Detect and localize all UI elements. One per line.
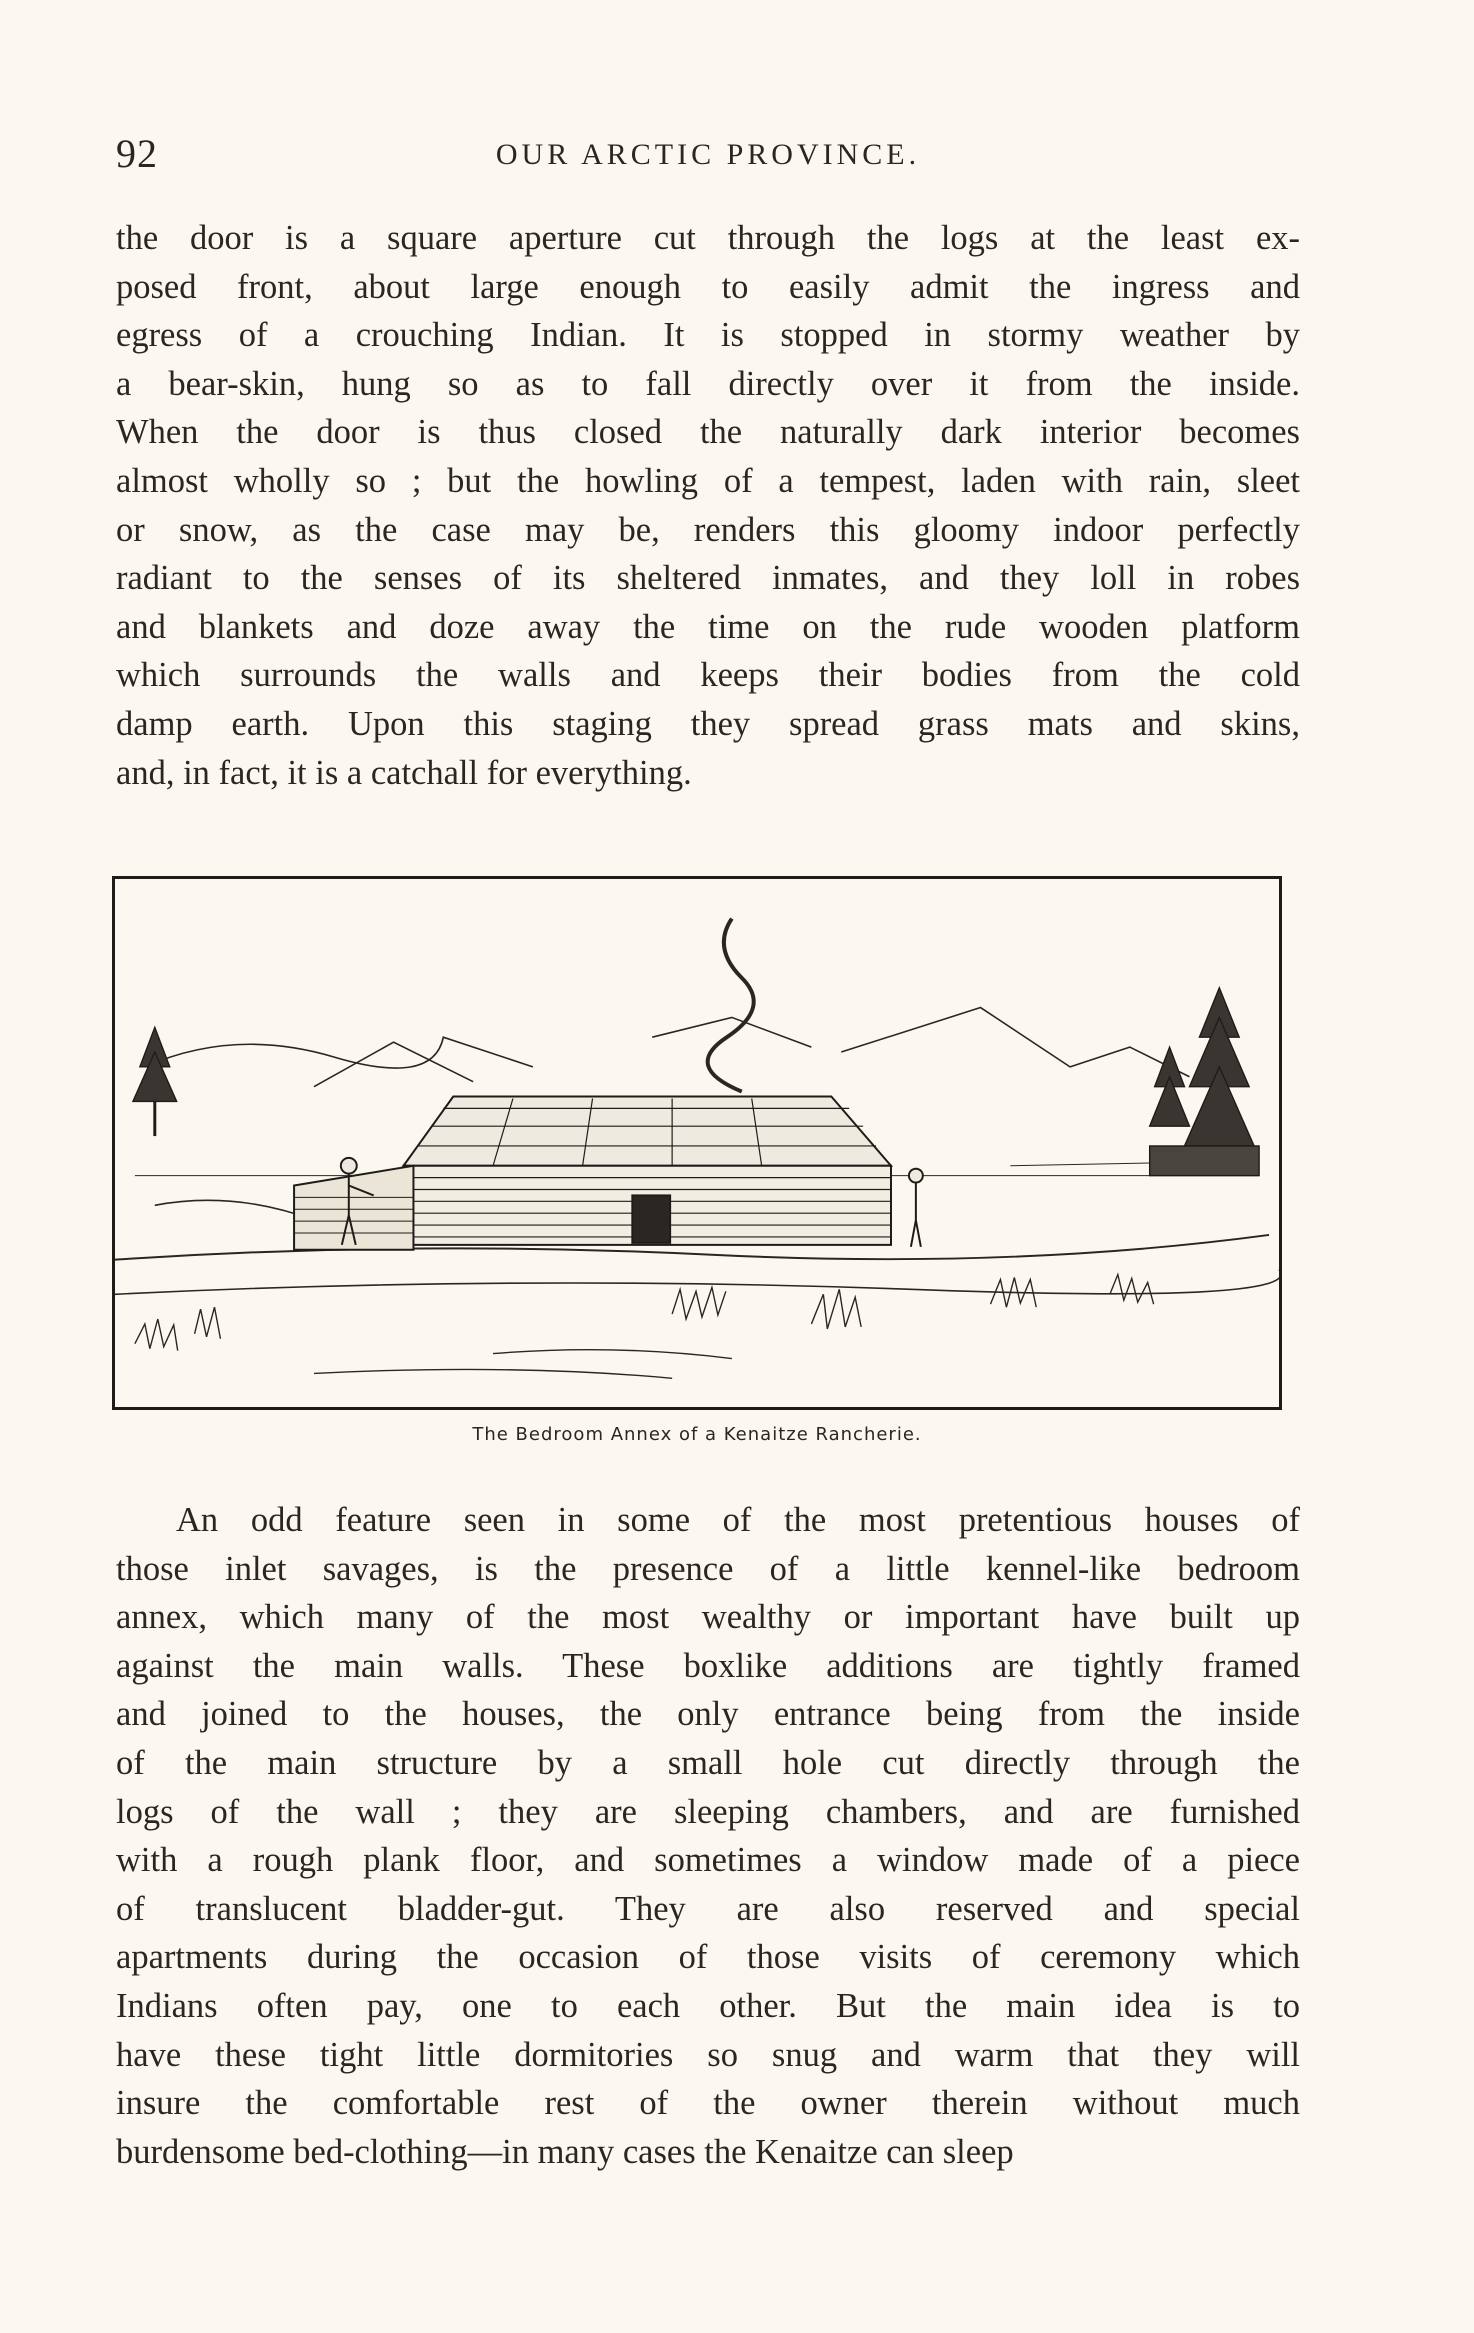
text-line: almost wholly so ; but the howling of a tempest, laden with rain, sleet — [116, 461, 1300, 500]
page-number: 92 — [116, 131, 158, 176]
text-line: against the main walls. These boxlike additions are tightly framed — [116, 1646, 1300, 1685]
running-head: OUR ARCTIC PROVINCE. — [495, 138, 921, 171]
tree-left — [133, 1027, 177, 1136]
text-line: which surrounds the walls and keeps their bodies from the cold — [116, 656, 1300, 695]
text-line: a bear-skin, hung so as to fall directly over it from the inside. — [116, 364, 1300, 403]
mountain-range-left — [145, 1037, 533, 1068]
person-right — [909, 1169, 923, 1247]
text-line: and joined to the houses, the only entrance being from the inside — [116, 1695, 1300, 1734]
text-line: damp earth. Upon this staging they spread grass mats and skins, — [116, 704, 1300, 743]
text-line: and, in fact, it is a catchall for everything. — [116, 753, 692, 792]
text-line: posed front, about large enough to easily admit the ingress and — [116, 267, 1300, 306]
text-line: of the main structure by a small hole cut directly through the — [116, 1743, 1300, 1782]
text-line: have these tight little dormitories so snug and warm that they will — [116, 2035, 1300, 2074]
paragraph-2 — [116, 1496, 1300, 2176]
text-line: those inlet savages, is the presence of a little kennel-like bedroom — [116, 1549, 1300, 1588]
illustration-frame — [112, 876, 1282, 1410]
text-line: the door is a square aperture cut through the logs at the least ex- — [116, 219, 1300, 257]
text-line: or snow, as the case may be, renders this gloomy indoor perfectly — [116, 510, 1300, 549]
mountain-range-right — [841, 1008, 1189, 1077]
text-line: and blankets and doze away the time on the rude wooden platform — [116, 607, 1300, 646]
trees-right — [1150, 988, 1259, 1176]
page-header — [116, 130, 1300, 190]
text-line: burdensome bed-clothing—in many cases the Kenaitze can sleep — [116, 2132, 1014, 2171]
text-line: radiant to the senses of its sheltered inmates, and they loll in robes — [116, 559, 1300, 598]
text-line: Indians often pay, one to each other. But the main idea is to — [116, 1986, 1300, 2025]
figure-caption: The Bedroom Annex of a Kenaitze Rancherie. — [472, 1424, 922, 1445]
log-house — [294, 1097, 891, 1250]
text-line: egress of a crouching Indian. It is stopped in stormy weather by — [116, 316, 1300, 355]
text-line: logs of the wall ; they are sleeping chambers, and are furnished — [116, 1792, 1300, 1831]
smoke-plume — [708, 919, 754, 1092]
foreground-grass — [135, 1275, 1154, 1379]
text-line: with a rough plank floor, and sometimes a window made of a piece — [116, 1841, 1300, 1880]
text-line: of translucent bladder-gut. They are also reserved and special — [116, 1889, 1300, 1928]
text-line: insure the comfortable rest of the owner therein without much — [116, 2084, 1300, 2123]
text-line: When the door is thus closed the naturally dark interior becomes — [116, 413, 1300, 452]
text-line: apartments during the occasion of those visits of ceremony which — [116, 1938, 1300, 1977]
text-line: An odd feature seen in some of the most pretentious houses of — [176, 1501, 1300, 1539]
house-illustration — [115, 879, 1279, 1407]
paragraph-1 — [116, 214, 1300, 797]
text-line: annex, which many of the most wealthy or important have built up — [116, 1598, 1300, 1637]
